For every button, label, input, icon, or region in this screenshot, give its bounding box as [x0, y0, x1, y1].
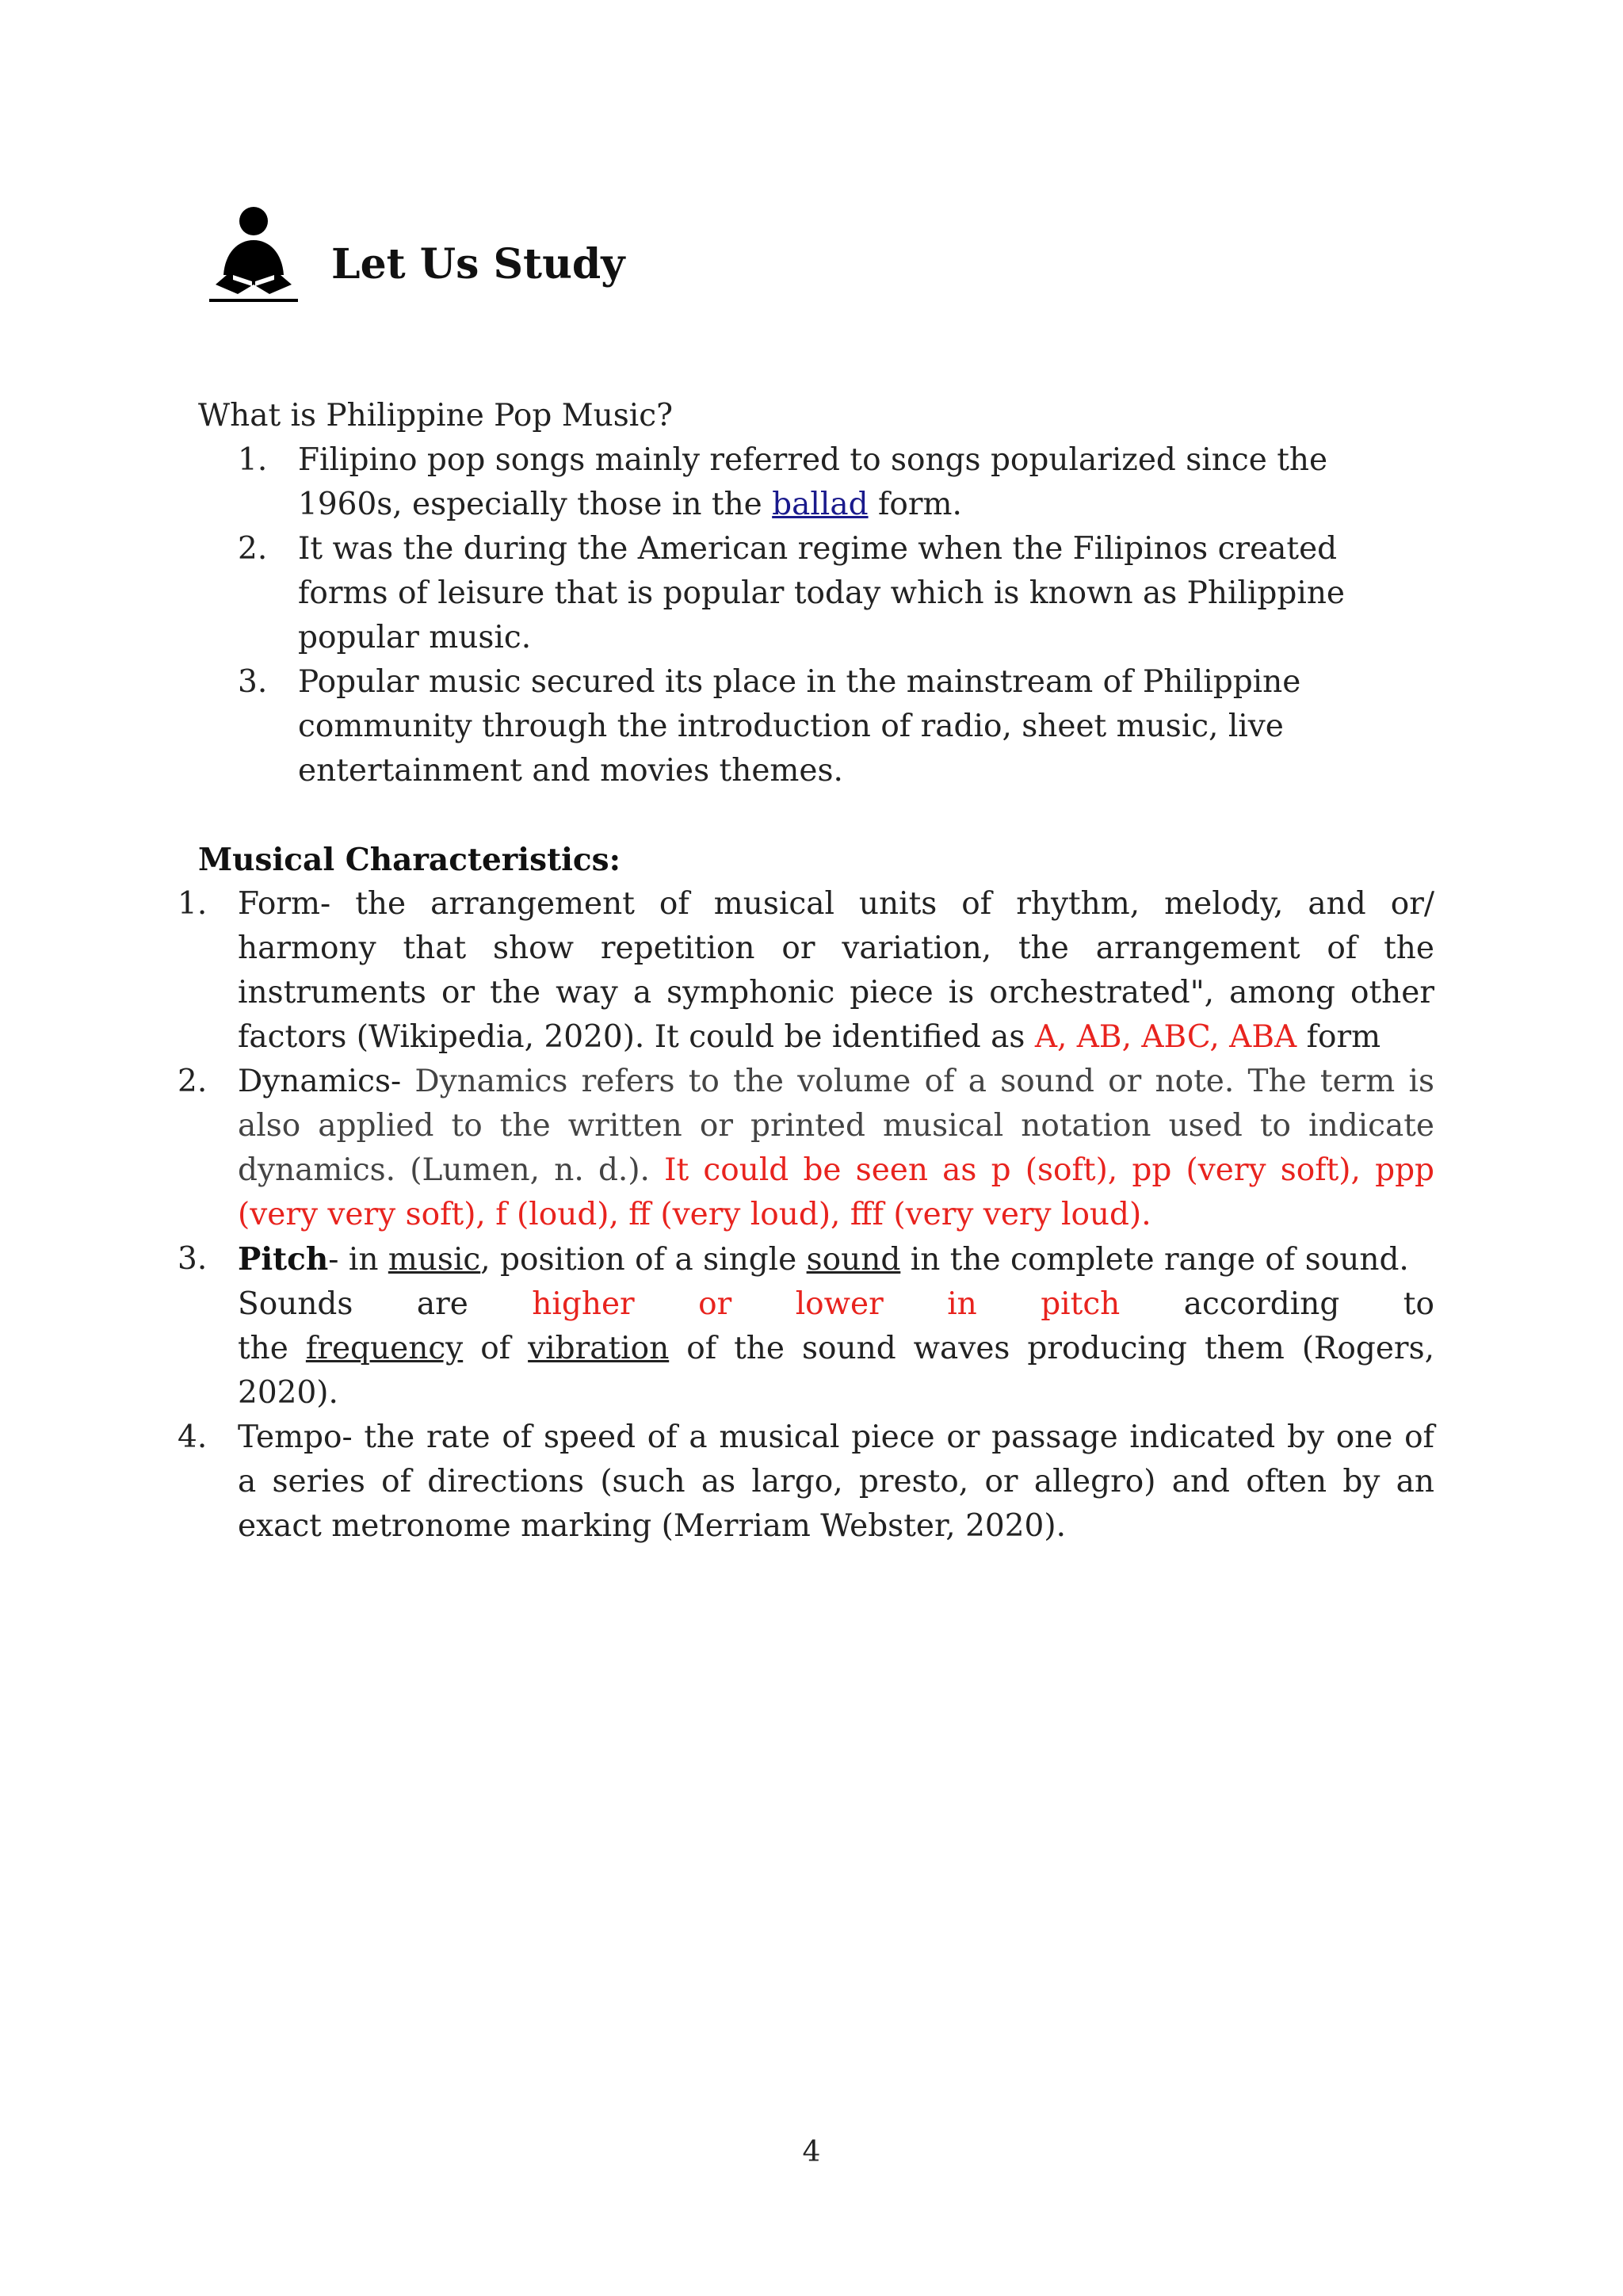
pitch-word-highlight: lower — [795, 1286, 884, 1322]
dynamics-text: Dynamics refers to the volume of a sound or note. The term is also applied to the written or printed musical notation used to indicate dynamics. (Lumen, n. d.). — [238, 1064, 1434, 1188]
pitch-word: to — [1403, 1286, 1434, 1322]
list-number: 3. — [238, 664, 268, 700]
list-number: 3. — [178, 1241, 208, 1277]
pitch-word-highlight: pitch — [1041, 1286, 1121, 1322]
intro-list — [238, 438, 1395, 793]
reading-person-icon — [206, 202, 301, 305]
pitch-text: of the sound waves producing them (Rogers, 2020). — [238, 1331, 1434, 1411]
dynamics-label: Dynamics- — [238, 1064, 415, 1099]
form-text-end: form — [1296, 1019, 1381, 1055]
pitch-word-highlight: higher — [532, 1286, 635, 1322]
ballad-link[interactable]: ballad — [772, 487, 869, 522]
pitch-word: according — [1183, 1286, 1340, 1322]
sound-term: sound — [806, 1242, 901, 1278]
list-item — [238, 438, 1395, 527]
dynamics-item — [178, 1060, 1434, 1237]
music-term: music — [388, 1242, 481, 1278]
form-types: A, AB, ABC, ABA — [1034, 1019, 1297, 1055]
list-text: form. — [868, 487, 962, 522]
pitch-text: - in — [328, 1242, 388, 1278]
pitch-line-3 — [238, 1327, 1434, 1415]
frequency-term: frequency — [305, 1331, 464, 1366]
list-number: 1. — [238, 442, 268, 478]
pitch-text: the — [238, 1331, 306, 1366]
list-number: 1. — [178, 886, 208, 922]
pitch-text: , position of a single — [480, 1242, 807, 1278]
form-text: Form- the arrangement of musical units of rhythm, melody, and or/ harmony that show repetition or variation, the arrangement of the instruments or the way a symphonic piece is orchestrated", among other factors (Wikipedia, 2020). It could be identified as — [238, 886, 1434, 1055]
characteristics-heading: Musical Characteristics: — [198, 842, 621, 878]
list-item — [238, 660, 1395, 793]
list-text: Filipino pop songs mainly referred to songs popularized since the 1960s, especially those in the — [298, 442, 1328, 522]
list-number: 2. — [178, 1064, 208, 1099]
pitch-label: Pitch — [238, 1241, 329, 1278]
pitch-word-highlight: or — [698, 1286, 732, 1322]
list-text: It was the during the American regime when the Filipinos created forms of leisure that is popular today which is known as Philippine popular music. — [298, 531, 1346, 655]
form-item — [178, 882, 1434, 1060]
vibration-term: vibration — [528, 1331, 670, 1366]
pitch-word: are — [416, 1286, 468, 1322]
pitch-text: of — [463, 1331, 529, 1366]
page-number: 4 — [802, 2136, 821, 2168]
pitch-word: Sounds — [238, 1286, 353, 1322]
pitch-word-highlight: in — [947, 1286, 977, 1322]
list-text: Popular music secured its place in the mainstream of Philippine community through the introduction of radio, sheet music, live entertainment and movies themes. — [298, 664, 1301, 789]
pitch-line-2 — [238, 1282, 1434, 1327]
dynamics-levels: It could be seen as p (soft), pp (very soft), ppp (very very soft), f (loud), ff (very loud), fff (very very loud). — [238, 1152, 1434, 1232]
intro-question: What is Philippine Pop Music? — [198, 398, 673, 434]
list-item — [238, 527, 1395, 660]
pitch-text: in the complete range of sound. — [900, 1242, 1409, 1278]
tempo-item — [178, 1415, 1434, 1549]
tempo-text: Tempo- the rate of speed of a musical piece or passage indicated by one of a series of directions (such as largo, presto, or allegro) and often by an exact metronome marking (Merriam Webster, 2020). — [238, 1419, 1434, 1544]
section-title: Let Us Study — [331, 240, 625, 288]
pitch-line-1 — [238, 1237, 1434, 1282]
list-number: 4. — [178, 1419, 208, 1455]
characteristics-list — [178, 882, 1434, 1549]
pitch-item — [178, 1237, 1434, 1415]
list-number: 2. — [238, 531, 268, 567]
